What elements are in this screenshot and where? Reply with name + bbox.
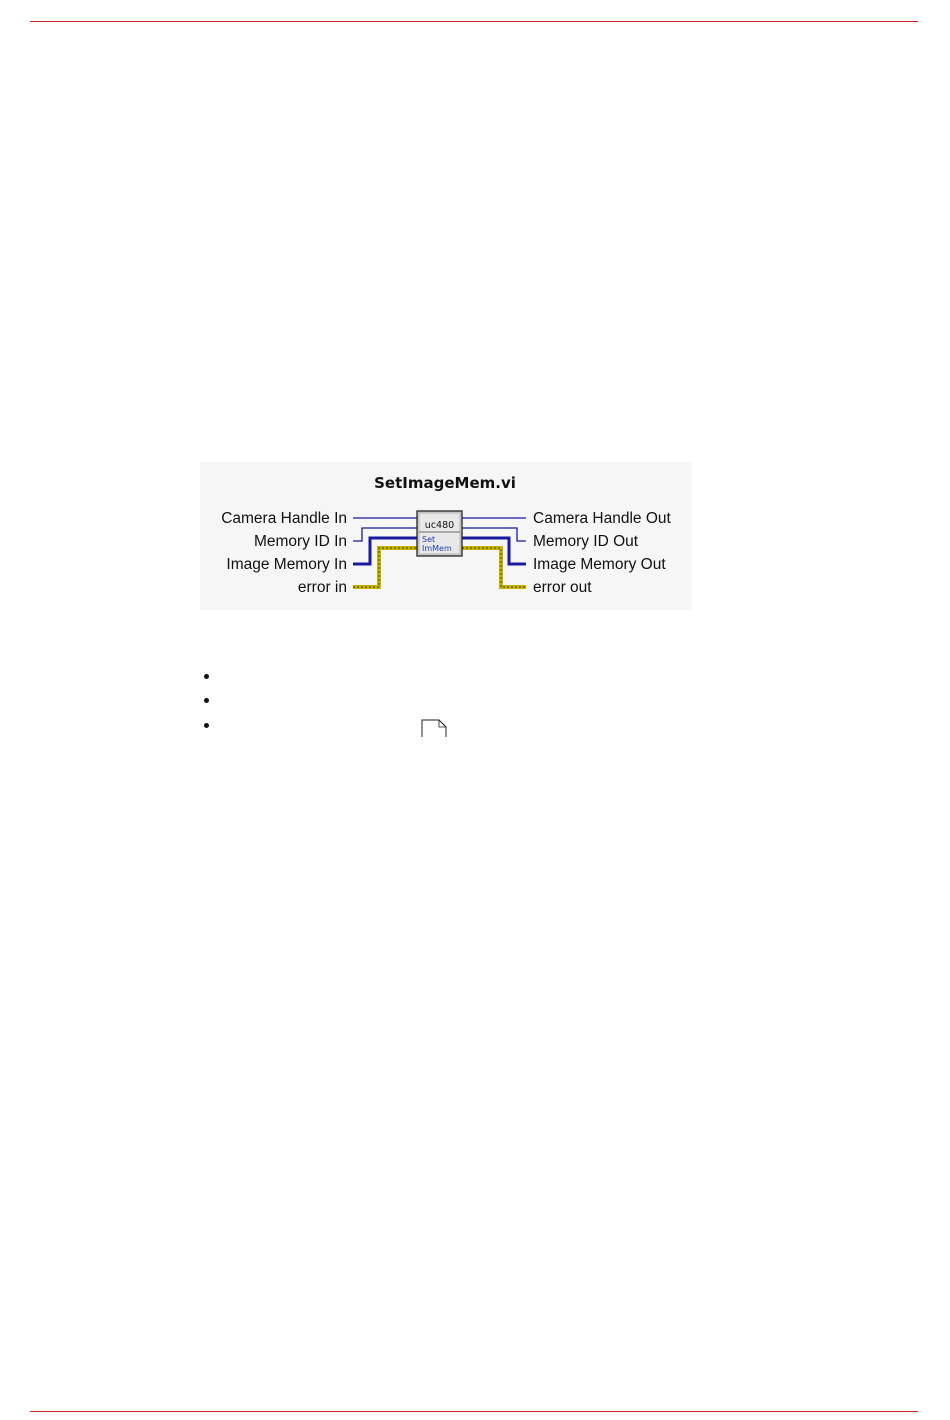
wire-error-in-pattern [353, 548, 417, 587]
vi-icon [417, 511, 462, 556]
vi-icon-sub-label-2: ImMem [422, 544, 452, 553]
output-label-image-memory: Image Memory Out [533, 556, 666, 573]
wire-image-memory-out [462, 538, 526, 564]
input-label-memory-id: Memory ID In [253, 533, 347, 550]
output-label-memory-id: Memory ID Out [533, 533, 639, 550]
vi-icon-sub-label-1: Set [422, 535, 436, 544]
footer-rule [30, 1411, 918, 1412]
vi-connector-pane-figure [200, 462, 692, 610]
input-wires [353, 518, 417, 587]
wire-error-out [462, 548, 526, 587]
wire-error-out-pattern [462, 548, 526, 587]
bullet-point [204, 674, 209, 679]
vi-icon-top-label: uc480 [424, 520, 455, 531]
output-label-camera-handle: Camera Handle Out [533, 510, 671, 527]
input-label-image-memory: Image Memory In [226, 556, 347, 573]
input-label-camera-handle: Camera Handle In [221, 510, 347, 527]
document-page-icon [421, 719, 447, 737]
vi-connector-diagram [200, 462, 692, 610]
bullet-list [200, 668, 500, 740]
wire-image-memory-in [353, 538, 417, 564]
header-rule [30, 21, 918, 22]
wire-error-in [353, 548, 417, 587]
vi-title: SetImageMem.vi [374, 474, 516, 492]
input-label-error-in: error in [297, 579, 347, 596]
output-wires [462, 518, 526, 587]
bullet-point [204, 723, 209, 728]
output-label-error-out: error out [533, 579, 592, 596]
bullet-point [204, 698, 209, 703]
